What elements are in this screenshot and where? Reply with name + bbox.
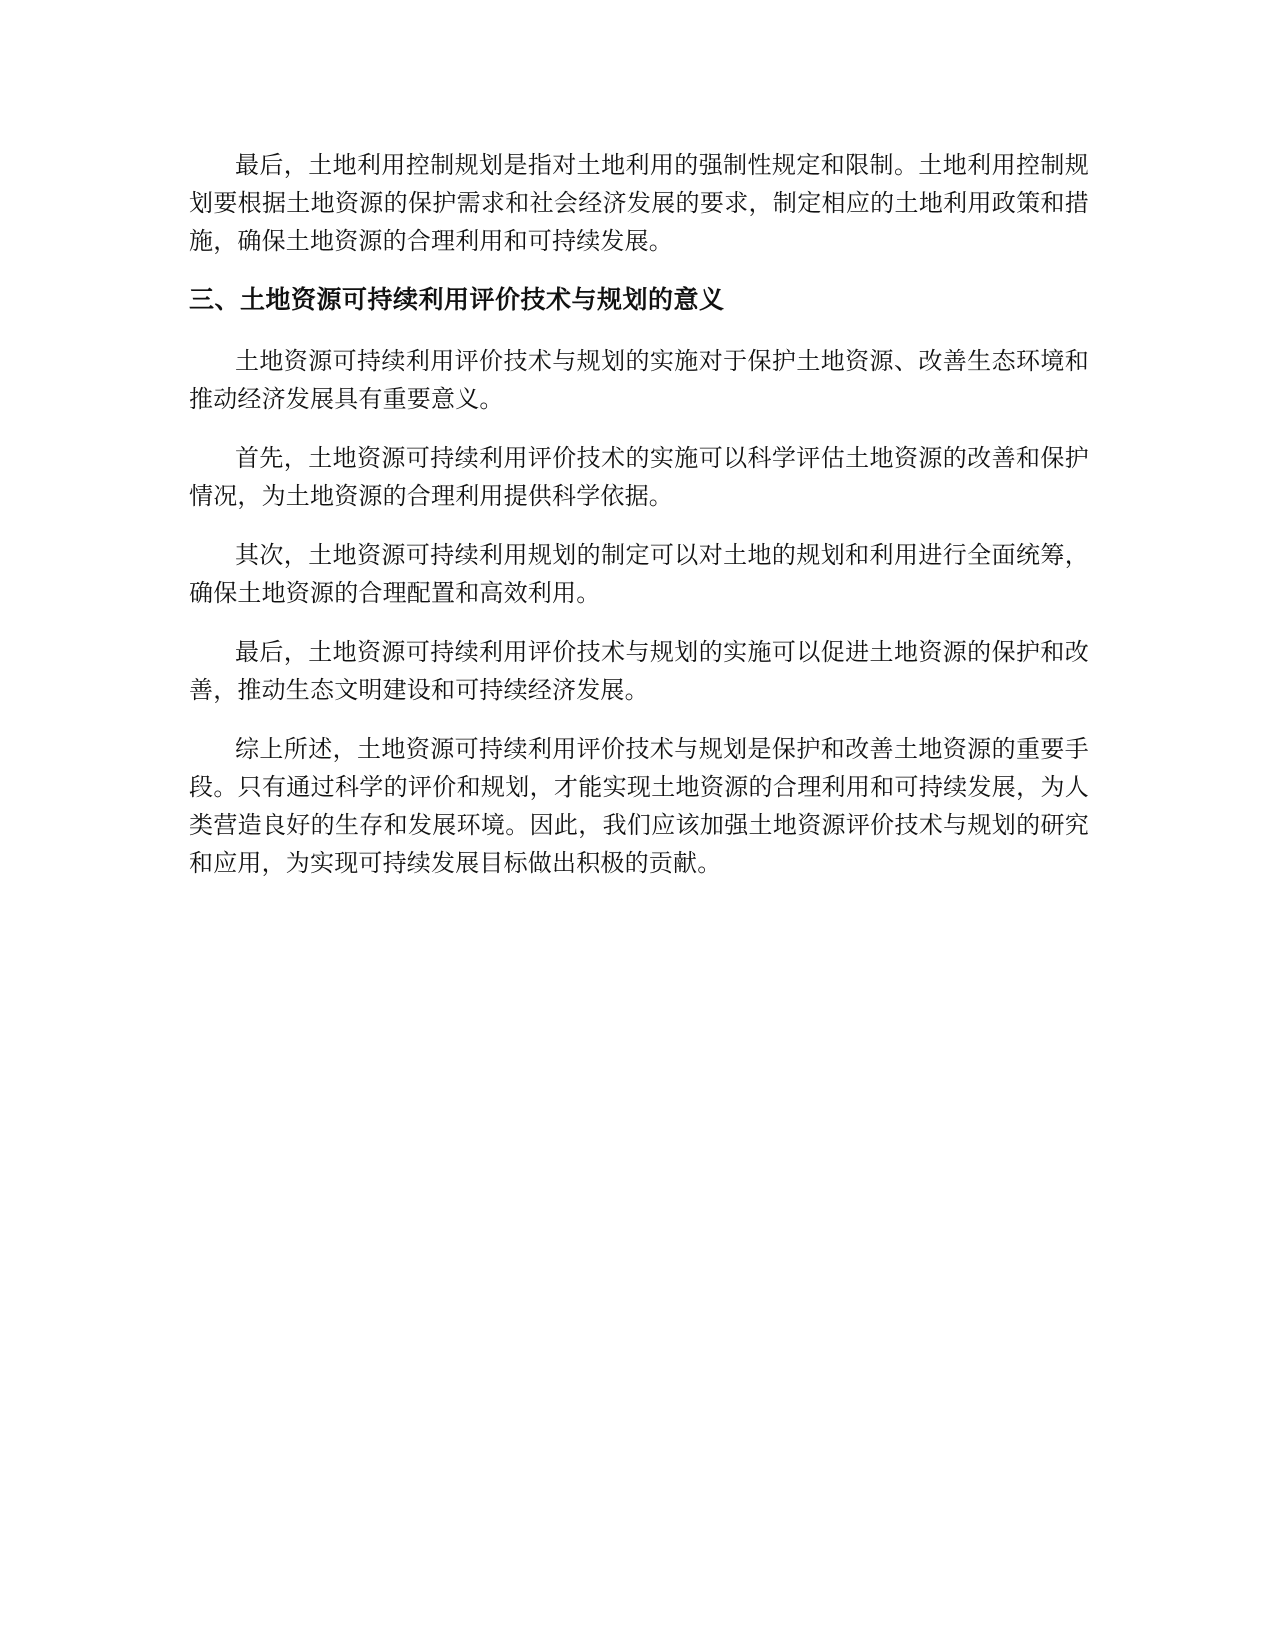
- paragraph-land-use-control: 最后，土地利用控制规划是指对土地利用的强制性规定和限制。土地利用控制规划要根据土地资源的保护需求和社会经济发展的要求，制定相应的土地利用政策和措施，确保土地资源的合理利用和可持续发展。: [189, 151, 1089, 255]
- paragraph-third-point: 最后，土地资源可持续利用评价技术与规划的实施可以促进土地资源的保护和改善，推动生态文明建设和可持续经济发展。: [189, 638, 1089, 704]
- document-body: [189, 146, 1089, 903]
- paragraph-conclusion: 综上所述，土地资源可持续利用评价技术与规划是保护和改善土地资源的重要手段。只有通过科学的评价和规划，才能实现土地资源的合理利用和可持续发展，为人类营造良好的生存和发展环境。因此，我们应该加强土地资源评价技术与规划的研究和应用，为实现可持续发展目标做出积极的贡献。: [189, 735, 1089, 877]
- paragraph-second-point: 其次，土地资源可持续利用规划的制定可以对土地的规划和利用进行全面统筹，确保土地资源的合理配置和高效利用。: [189, 541, 1089, 607]
- section-heading: 三、土地资源可持续利用评价技术与规划的意义: [189, 285, 725, 314]
- paragraph-significance-intro: 土地资源可持续利用评价技术与规划的实施对于保护土地资源、改善生态环境和推动经济发展具有重要意义。: [189, 347, 1089, 413]
- paragraph-first-point: 首先，土地资源可持续利用评价技术的实施可以科学评估土地资源的改善和保护情况，为土地资源的合理利用提供科学依据。: [189, 444, 1089, 510]
